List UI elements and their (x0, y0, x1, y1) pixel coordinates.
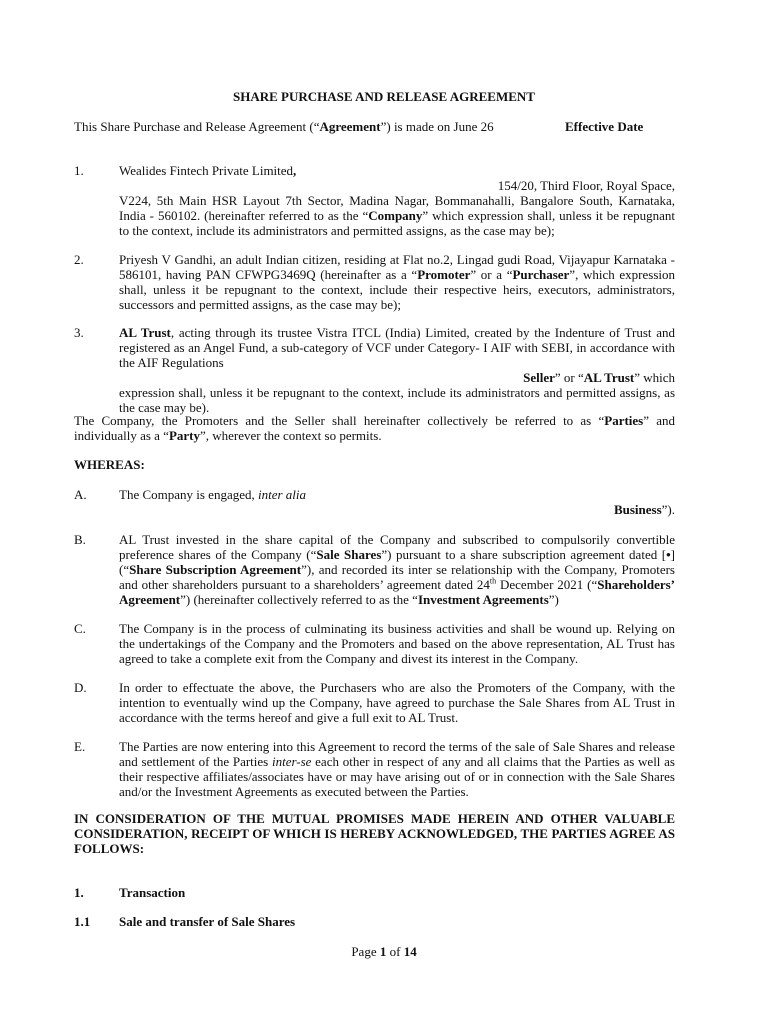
party-1: 1. Wealides Fintech Private Limited, 154/20, Third Floor, Royal Space, V224, 5th Main HSR Layout 7th Sector, Madina Nagar, Bommanahalli, Bangalore South, Karnataka, India - 560102. (hereinafter referred to as the “Company” which expression shall, unless it be repugnant to the context, include its administrators and permitted assigns, as the case may be); (74, 163, 675, 238)
consideration-clause: IN CONSIDERATION OF THE MUTUAL PROMISES MADE HEREIN AND OTHER VALUABLE CONSIDERATION, RECEIPT OF WHICH IS HEREBY ACKNOWLEDGED, THE PARTIES AGREE AS FOLLOWS: (74, 811, 675, 856)
section-1-heading: Transaction (119, 885, 186, 900)
recital-a-text: The Company is engaged, (119, 487, 258, 502)
recital-b-t7: ”) (548, 592, 559, 607)
party-3-name: AL Trust (119, 325, 171, 340)
recital-b-term-ssa: Share Subscription Agreement (129, 562, 302, 577)
recital-b-term-sha: Shareholders’ Agreement (119, 577, 675, 607)
recital-b-t5: December 2021 (“ (496, 577, 598, 592)
effective-date-label (565, 119, 643, 134)
party-3-continuation (119, 370, 675, 415)
party-2 (74, 252, 675, 312)
party-3-text-which: ” which (634, 370, 675, 385)
party-1-name: Wealides Fintech Private Limited (119, 163, 294, 178)
party-2-term-promoter: Promoter (417, 267, 471, 282)
recital-b-sup: th (489, 576, 497, 586)
recital-a-italic: inter alia (258, 487, 307, 502)
collective-text-a: The Company, the Promoters and the Seller shall hereinafter collectively be referred to as “ (74, 413, 605, 428)
party-2-text-c: ”, which expression shall, unless it be repugnant to the context, include their respective heirs, executors, administrators, successors and permitted assigns, as the case may be); (119, 267, 675, 312)
effective-date-text: Effective Date (565, 119, 644, 134)
party-3-text-a: , acting through its trustee Vistra ITCL (India) Limited, created by the Indenture of Trust and registered as an Angel Fund, a sub-category of VCF under Category- I AIF with SEBI, in accordance with the AIF Regulations (119, 325, 675, 370)
whereas-heading-text: WHEREAS: (74, 457, 145, 472)
section-1-number: 1. (74, 885, 84, 900)
recital-a (74, 487, 675, 517)
recital-c (74, 621, 675, 666)
party-3-text-tail: expression shall, unless it be repugnant to the context, include its administrators and permitted assigns, as the case may be). (119, 385, 675, 415)
recital-b-t2: ”) pursuant to a share subscription agreement dated [ (381, 547, 667, 562)
recital-b-term-sale-shares: Sale Shares (316, 547, 382, 562)
party-2-text-b: ” or a “ (470, 267, 513, 282)
whereas-heading (74, 457, 145, 472)
recital-e-italic: inter-se (271, 754, 312, 769)
document-title: SHARE PURCHASE AND RELEASE AGREEMENT (233, 89, 535, 104)
party-2-number: 2. (74, 252, 84, 267)
party-1-defined-term: Company (368, 208, 423, 223)
parties-collective-paragraph (74, 413, 675, 443)
recital-b-bullet: • (666, 547, 671, 562)
recital-a-letter: A. (74, 487, 87, 502)
footer-of-label: of (386, 944, 404, 959)
party-1-number: 1. (74, 163, 84, 178)
party-3-text-mid: ” or “ (554, 370, 584, 385)
party-1-address (119, 193, 675, 238)
party-2-term-purchaser: Purchaser (512, 267, 570, 282)
page-footer (0, 944, 768, 959)
party-1-address-rest: V224, 5th Main HSR Layout 7th Sector, Madina Nagar, Bommanahalli, Bangalore South, Karnataka, India - 560102. (hereinafter referred to as the “ (119, 193, 675, 223)
collective-text-b: ” and individually as a “ (74, 413, 676, 443)
recital-b-term-investment-agreements: Investment Agreements (417, 592, 549, 607)
party-3-term-seller: Seller (523, 370, 555, 385)
collective-term-party: Party (168, 428, 200, 443)
footer-current-page: 1 (379, 944, 387, 959)
party-1-tail: ” which expression shall, unless it be repugnant to the context, include its administrators and permitted assigns, as the case may be); (119, 208, 675, 238)
section-1-1-number: 1.1 (74, 914, 91, 929)
footer-total-pages: 14 (403, 944, 417, 959)
collective-text-c: ”, wherever the context so permits. (200, 428, 382, 443)
recital-d-text: In order to effectuate the above, the Purchasers who are also the Promoters of the Company, with the intention to eventually wind up the Company, have agreed to purchase the Sale Shares from AL Trust in accordance with the terms hereof and give a full exit to AL Trust. (119, 680, 675, 725)
recital-b-t6: ”) (hereinafter collectively referred to as the “ (180, 592, 418, 607)
section-1-1-heading: Sale and transfer of Sale Shares (119, 914, 296, 929)
recital-c-text: The Company is in the process of culminating its business activities and shall be wound up. Relying on the undertakings of the Company and the Promoters and based on the above representation, AL Trust has agreed to take a complete exit from the Company and divest its interest in the Company. (119, 621, 675, 666)
section-1 (74, 885, 675, 900)
recital-d (74, 680, 675, 725)
recital-a-term-business: Business (613, 502, 662, 517)
party-3 (74, 325, 675, 370)
recital-e-t2: each other in respect of any and all claims that the Parties as well as their respective affiliates/associates have or may have arising out of or in connection with the Sale Shares and/or the Investment Agreements as executed between the Parties. (119, 754, 675, 799)
recital-b-t3: ] (“ (119, 547, 675, 577)
recital-c-letter: C. (74, 621, 86, 636)
recital-b-letter: B. (74, 532, 86, 547)
recital-e (74, 739, 675, 799)
party-3-number: 3. (74, 325, 84, 340)
recital-a-term-suffix: ”). (661, 502, 675, 517)
recital-b (74, 532, 675, 607)
party-2-text-a: Priyesh V Gandhi, an adult Indian citizen, residing at Flat no.2, Lingad gudi Road, Vijayapur Karnataka - 586101, having PAN CFWPG3469Q (hereinafter as a “ (119, 252, 675, 282)
footer-page-label: Page (351, 944, 380, 959)
recital-b-t1: AL Trust invested in the share capital of the Company and subscribed to compulsorily convertible preference shares of the Company (“ (119, 532, 675, 562)
collective-term-parties: Parties (604, 413, 644, 428)
party-1-address-line1: 154/20, Third Floor, Royal Space, (497, 178, 675, 193)
intro-agreement-term: Agreement (319, 119, 381, 134)
intro-prefix: This Share Purchase and Release Agreement (“ (74, 119, 320, 134)
section-1-1 (74, 914, 675, 929)
recital-e-t1: The Parties are now entering into this Agreement to record the terms of the sale of Sale Shares and release and settlement of the Parties (119, 739, 675, 769)
recital-e-letter: E. (74, 739, 86, 754)
recital-b-t4: ”), and recorded its inter se relationship with the Company, Promoters and other shareholders pursuant to a shareholders’ agreement dated 24 (119, 562, 675, 592)
intro-suffix: ”) is made on June 26 (380, 119, 494, 134)
party-3-term-al-trust: AL Trust (583, 370, 635, 385)
recital-d-letter: D. (74, 680, 87, 695)
